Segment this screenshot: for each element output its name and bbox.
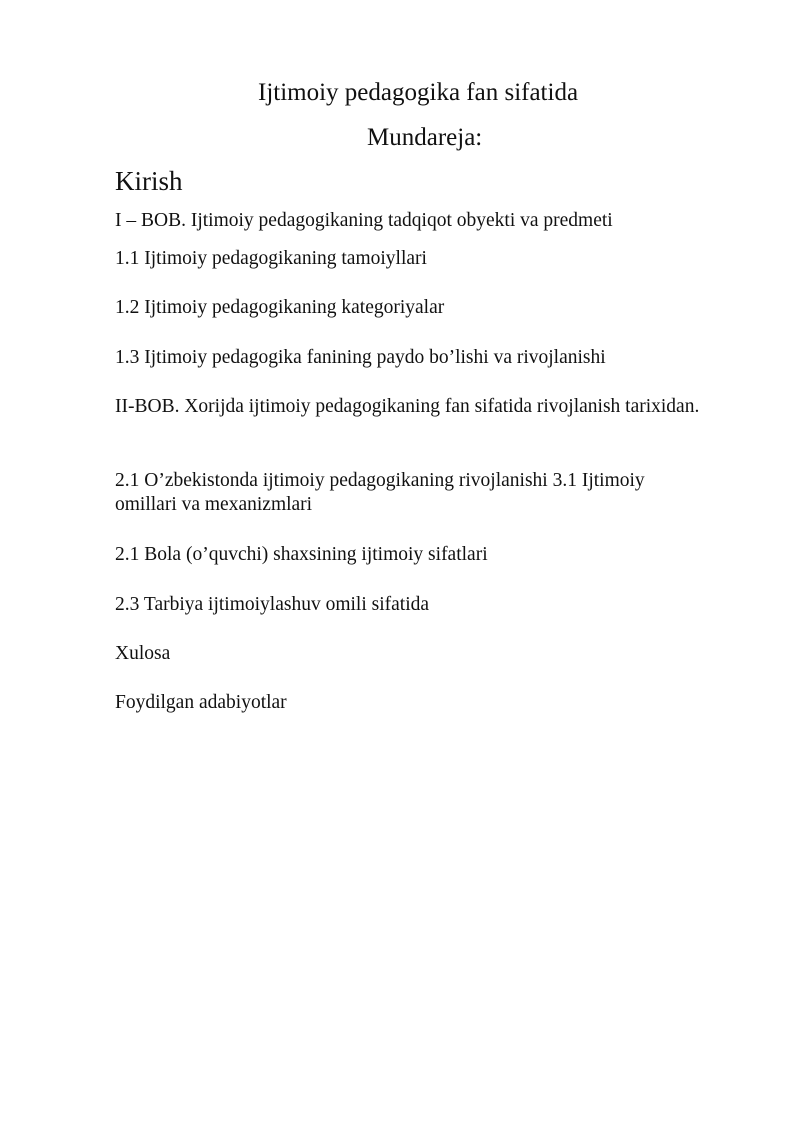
toc-entry-references: Foydilgan adabiyotlar — [115, 692, 287, 713]
toc-entry-1-3: 1.3 Ijtimoiy pedagogika fanining paydo bo’lishi va rivojlanishi — [115, 347, 606, 368]
toc-entry-chapter-1: I – BOB. Ijtimoiy pedagogikaning tadqiqot obyekti va predmeti — [115, 210, 613, 231]
toc-entry-2-3: 2.3 Tarbiya ijtimoiylashuv omili sifatida — [115, 594, 430, 615]
toc-entry-conclusion: Xulosa — [115, 643, 171, 664]
toc-entry-2-1-uzbekistan: 2.1 O’zbekistonda ijtimoiy pedagogikaning rivojlanishi 3.1 Ijtimoiy omillari va mexanizmlari — [115, 470, 645, 515]
toc-entry-1-1: 1.1 Ijtimoiy pedagogikaning tamoiyllari — [115, 248, 427, 269]
document-title: Ijtimoiy pedagogika fan sifatida — [258, 79, 579, 106]
toc-entry-2-1-child: 2.1 Bola (o’quvchi) shaxsining ijtimoiy sifatlari — [115, 544, 488, 565]
toc-entry-chapter-2: II-BOB. Xorijda ijtimoiy pedagogikaning fan sifatida rivojlanish tarixidan. — [115, 396, 700, 417]
contents-heading: Mundareja: — [367, 124, 483, 151]
toc-entry-1-2: 1.2 Ijtimoiy pedagogikaning kategoriyalar — [115, 297, 445, 318]
toc-intro: Kirish — [115, 166, 183, 196]
